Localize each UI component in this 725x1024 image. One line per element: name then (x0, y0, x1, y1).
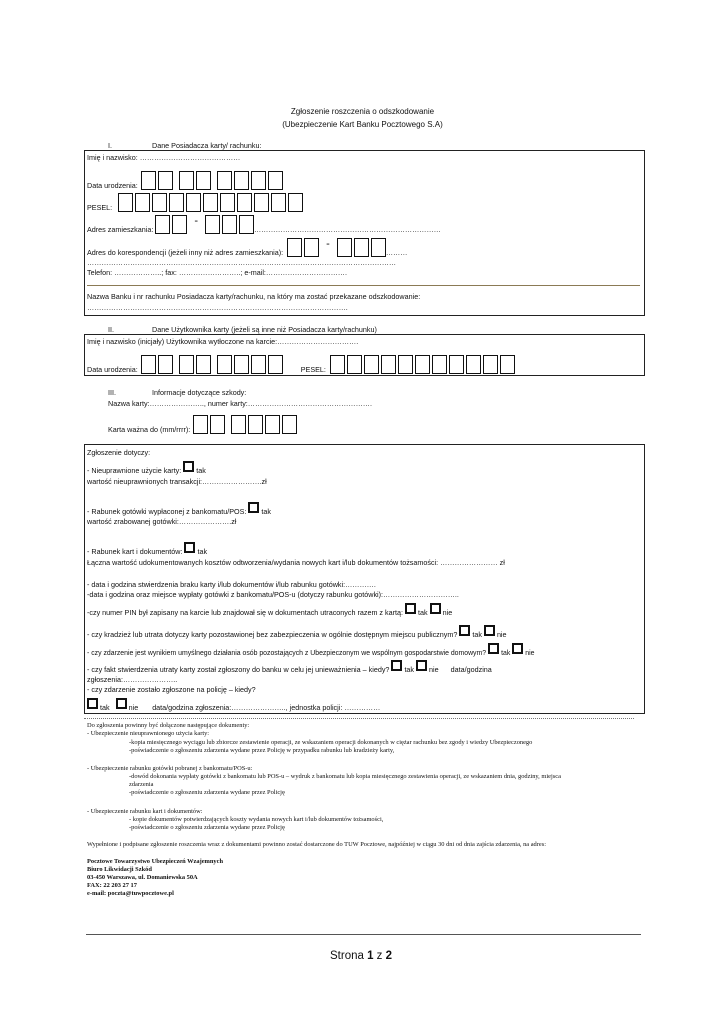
holder-address-dots[interactable]: …………………………………………………………………… (253, 225, 441, 234)
card-validity-boxes[interactable] (193, 415, 297, 434)
holder-zip-boxes-b[interactable] (205, 215, 254, 234)
notes-intro: Do zgłoszenia powinny być dołączone następujące dokumenty: (87, 722, 250, 729)
section2-heading: Dane Użytkownika karty (jeżeli są inne niż Posiadacza karty/rachunku) (152, 325, 377, 334)
claim-theft-yes-checkbox[interactable] (459, 625, 470, 636)
holder-zip-boxes-a[interactable] (155, 215, 187, 234)
user-pesel-label: PESEL: (300, 365, 326, 374)
insurer-address: 03-450 Warszawa, ul. Domaniewska 50A (87, 874, 198, 881)
claim-q1-label: - Nieuprawnione użycie karty: (87, 466, 182, 475)
insurer-fax: FAX: 22 203 27 17 (87, 882, 137, 889)
section1-number: I. (108, 141, 112, 150)
claim-q3-value[interactable]: Łączna wartość udokumentowanych kosztów odtworzenia/wydania nowych kart i/lub dokumentów tożsamości: …………………… zł (87, 558, 505, 567)
user-name-field[interactable]: Imię i nazwisko (inicjały) Użytkownika wytłoczone na karcie:……………………………. (87, 337, 359, 346)
claim-intent-row (87, 642, 534, 657)
claim-pin-row (87, 602, 452, 617)
holder-dob-row (87, 165, 283, 190)
claim-bank-report-yes-checkbox[interactable] (391, 660, 402, 671)
notes-c-head: - Ubezpieczenie rabunku kart i dokumentów: (87, 808, 203, 815)
claim-q2-value[interactable]: wartość zrabowanej gotówki:………………….zł (87, 517, 237, 526)
claim-pin-yes-label: tak (418, 608, 428, 617)
claim-theft-no-checkbox[interactable] (484, 625, 495, 636)
card-validity-row (108, 410, 297, 434)
claim-q3-row (87, 541, 207, 556)
page-title: Zgłoszenie roszczenia o odszkodowanie (290, 107, 435, 116)
notes-b1b: zdarzenia (129, 781, 154, 788)
claim-q1-value[interactable]: wartość nieuprawnionych transakcji:…………………….zł (87, 477, 267, 486)
claim-intent-yes-checkbox[interactable] (488, 643, 499, 654)
divider (87, 285, 640, 286)
claim-bank-report-tail: data/godzina (450, 665, 492, 674)
claim-intent-label: - czy zdarzenie jest wynikiem umyślnego działania osób pozostających z Ubezpieczonym we wspólnym gospodarstwie domowym? (87, 650, 487, 657)
claim-bank-report-no-checkbox[interactable] (416, 660, 427, 671)
claim-police-tail[interactable]: data/godzina zgłoszenia:………………….., jednostka policji: …………… (152, 703, 381, 712)
claim-q2-yes-label: tak (261, 507, 271, 516)
claim-police-yes-checkbox[interactable] (87, 698, 98, 709)
claim-theft-yes-label: tak (472, 630, 482, 639)
claim-date-missing[interactable]: - data i godzina stwierdzenia braku karty i/lub dokumentów i/lub rabunku gotówki:…………. (87, 580, 376, 589)
holder-name-field[interactable]: Imię i nazwisko: …………………………………… (87, 153, 241, 162)
holder-pesel-label: PESEL: (87, 203, 113, 212)
notes-b1: -dowód dokonania wypłaty gotówki z bankomatu lub POS-u – wydruk z bankomatu lub kopia miesięcznego zestawienia operacji, ze wskazaniem dnia, godziny, miejsca (129, 773, 561, 780)
claim-q1-yes-label: tak (196, 466, 206, 475)
claim-q2-row (87, 501, 271, 516)
claim-date-withdrawal[interactable]: -data i godzina oraz miejsce wypłaty gotówki z bankomatu/POS-u (dotyczy rabunku gotówki):………………………….. (87, 590, 459, 599)
claim-q3-label: - Rabunek kart i dokumentów: (87, 547, 183, 556)
holder-contact-line[interactable]: Telefon: ………………..; fax: ……………………..; e-mail:……………………………. (87, 268, 347, 277)
notes-c1: - kopie dokumentów potwierdzających koszty wydania nowych kart i/lub dokumentów tożsamości, (129, 816, 384, 823)
claim-q1-yes-checkbox[interactable] (183, 461, 194, 472)
page-number-mid: z (373, 950, 386, 962)
user-dob-boxes[interactable] (141, 355, 283, 374)
insurer-email: e-mail: poczta@tuwpocztowe.pl (87, 890, 174, 897)
card-name-number-field[interactable]: Nazwa karty:………………….., numer karty:……………………………………………. (108, 399, 372, 408)
user-dob-label: Data urodzenia: (87, 365, 138, 374)
holder-corr-row (87, 233, 407, 257)
claim-police-row (87, 697, 380, 712)
claim-pin-no-checkbox[interactable] (430, 603, 441, 614)
page-number (330, 950, 392, 962)
claim-intent-no-label: nie (525, 650, 535, 657)
claim-q3-yes-checkbox[interactable] (184, 542, 195, 553)
claim-q2-yes-checkbox[interactable] (248, 502, 259, 513)
holder-corr-dash: - (326, 238, 330, 250)
claim-intent-no-checkbox[interactable] (512, 643, 523, 654)
section1-heading: Dane Posiadacza karty/ rachunku: (152, 141, 262, 150)
claim-theft-no-label: nie (496, 630, 507, 639)
notes-c2: -poświadczenie o zgłoszeniu zdarzenia wydane przez Policję (129, 824, 285, 831)
user-dob-pesel-row (87, 350, 515, 374)
claim-theft-label: - czy kradzież lub utrata dotyczy karty pozostawionej bez zabezpieczenia w ogólnie dostępnym miejscu publicznym? (87, 630, 458, 639)
holder-corr-zip-boxes-a[interactable] (287, 238, 319, 257)
claim-heading: Zgłoszenie dotyczy: (87, 448, 151, 457)
claim-q3-yes-label: tak (197, 547, 208, 556)
insurer-name: Pocztowe Towarzystwo Ubezpieczeń Wzajemnych (87, 858, 224, 865)
holder-address-row (87, 210, 441, 234)
section3-heading: Informacje dotyczące szkody: (152, 388, 247, 397)
holder-dob-label: Data urodzenia: (87, 181, 138, 190)
holder-corr-line2[interactable]: ………………………………………………………………………………………………………………… (87, 258, 397, 267)
claim-intent-yes-label: tak (501, 650, 511, 657)
claim-pin-no-label: nie (442, 608, 453, 617)
notes-a1: -kopia miesięcznego wyciągu lub zbiorcze zestawienie operacji, ze wskazaniem operacji dokonanych w ciężar rachunku bez zgody i wiedzy Ubezpieczonego (129, 739, 533, 746)
claim-bank-report-label: - czy fakt stwierdzenia utraty karty został zgłoszony do banku w celu jej unieważnienia – kiedy? (87, 665, 390, 674)
card-validity-label: Karta ważna do (mm/rrrr): (108, 425, 191, 434)
insurer-dept: Biuro Likwidacji Szkód (87, 866, 152, 873)
section3-number: III. (108, 388, 116, 397)
notes-submit: Wypełnione i podpisane zgłoszenie roszczenia wraz z dokumentami powinno zostać dostarczone do TUW Pocztowe, najpóźniej w ciągu 30 dni od dnia zajścia zdarzenia, na adres: (87, 841, 546, 848)
holder-address-label: Adres zamieszkania: (87, 225, 154, 234)
notes-divider (84, 718, 634, 719)
claim-police-no-checkbox[interactable] (116, 698, 127, 709)
claim-bank-report-yes-label: tak (404, 665, 415, 674)
notes-a-head: - Ubezpieczenie nieuprawnionego użycia karty: (87, 730, 210, 737)
holder-zip-dash: - (194, 215, 198, 227)
claim-pin-label: -czy numer PIN był zapisany na karcie lub znajdował się w dokumentach utraconych razem z kartą: (87, 608, 403, 617)
section2-number: II. (108, 325, 114, 334)
claim-bank-report-no-label: nie (429, 665, 439, 674)
footer-divider (86, 934, 641, 935)
claim-police-label: - czy zdarzenie zostało zgłoszone na policję – kiedy? (87, 685, 256, 694)
page-subtitle: (Ubezpieczenie Kart Banku Pocztowego S.A) (282, 120, 443, 129)
page-current: 1 (367, 950, 374, 962)
bank-account-label: Nazwa Banku i nr rachunku Posiadacza karty/rachunku, na który ma zostać przekazane odszkodowanie: (87, 292, 421, 301)
claim-q2-label: - Rabunek gotówki wypłaconej z bankomatu/POS: (87, 507, 247, 516)
holder-corr-label: Adres do korespondencji (jeżeli inny niż adres zamieszkania): (87, 248, 284, 257)
user-pesel-boxes[interactable] (330, 355, 515, 374)
holder-pesel-row (87, 188, 303, 212)
notes-b2: -poświadczenie o zgłoszeniu zdarzenia wydane przez Policję (129, 789, 285, 796)
page-number-prefix: Strona (330, 950, 368, 962)
notes-b-head: - Ubezpieczenie rabunku gotówki pobranej z bankomatu/POS-u: (87, 765, 253, 772)
claim-theft-row (87, 624, 507, 639)
holder-corr-dots[interactable]: ……… (385, 248, 408, 257)
claim-bank-report-date[interactable]: zgłoszenia:………………….. (87, 675, 178, 684)
holder-corr-zip-boxes-b[interactable] (337, 238, 386, 257)
notes-a2: -poświadczenie o zgłoszeniu zdarzenia wydane przez Policję w przypadku rabunku lub kradzieży karty, (129, 747, 395, 754)
page-total: 2 (385, 950, 393, 962)
claim-pin-yes-checkbox[interactable] (405, 603, 416, 614)
claim-bank-report-row (87, 659, 492, 674)
claim-police-yes-label: tak (100, 703, 110, 712)
bank-account-field[interactable]: ………………………………………………………………………………………………. (87, 303, 348, 312)
claim-police-no-label: nie (128, 703, 139, 712)
claim-q1-row (87, 460, 206, 475)
